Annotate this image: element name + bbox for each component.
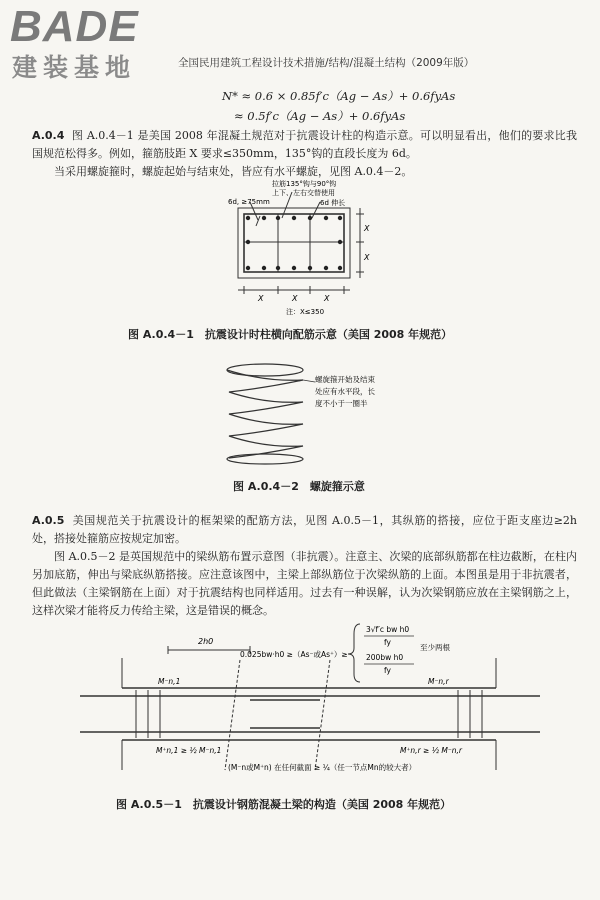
section-number: A.0.4 [32, 129, 65, 142]
section-a05-paragraph-1 [32, 512, 577, 548]
outer-hoop [244, 214, 344, 272]
section-number: A.0.5 [32, 514, 65, 527]
spiral-coil [227, 364, 303, 464]
moment-bottom-left: M⁺n,1 ≥ ½ M⁻n,1 [156, 746, 222, 755]
formula-bottom-denominator: fy [384, 666, 391, 675]
dim-2h0: 2h0 [198, 637, 214, 646]
formula-top-denominator: fy [384, 638, 391, 647]
label-tie-line-2: 上下、左右交替使用 [272, 189, 335, 197]
figure-spiral-hoop [215, 358, 415, 473]
label-tie-line-1: 拉筋135°钩与90°钩 [272, 180, 337, 188]
label-6d-75: 6d, ≥75mm [228, 198, 270, 206]
spiral-note-2: 处应有水平段，长 [315, 387, 375, 396]
figure-beam-detailing [60, 620, 550, 792]
running-head: 全国民用建筑工程设计技术措施/结构/混凝土结构（2009年版） [178, 57, 475, 69]
section-a04-paragraph-1 [32, 127, 577, 163]
equation-line-2: ≈ 0.5f′c（Ag − As）+ 0.6fyAs [234, 109, 406, 123]
label-6d-extension: 6d 伸长 [320, 199, 346, 207]
beam-bottom-note: (M⁻n或M⁺n) 在任何截面 ≥ ¼（任一节点Mn的较大者） [228, 763, 417, 772]
section-text: 美国规范关于抗震设计的框架梁的配筋方法，见图 A.0.5－1，其纵筋的搭接，应位于距支座边≥2h 处，搭接处箍筋应按规定加密。 [32, 514, 577, 545]
formula-bottom: 200bw h0 [366, 653, 404, 662]
section-a04-paragraph-2: 当采用螺旋箍时，螺旋起始与结束处，皆应有水平螺旋，见图 A.0.4－2。 [54, 165, 413, 178]
moment-bottom-right: M⁺n,r ≥ ½ M⁻n,r [400, 746, 463, 755]
section-text: 图 A.0.4－1 是美国 2008 年混凝土规范对于抗震设计柱的构造示意。可以明显看出，他们的要求比我国规范松得多。例如，箍筋肢距 X 要求≤350mm，135°钩的直段长度为 6d。 [32, 129, 577, 160]
figure-column-ties [200, 178, 410, 320]
formula-top: 3√f′c bw h0 [366, 625, 410, 634]
spiral-note-3: 度不小于一圈半 [315, 399, 368, 408]
site-logo [10, 4, 175, 84]
formula-left: 0.025bw·h0 ≥（As⁻或As⁺）≥ [240, 650, 348, 659]
formula-note: 至少两根 [420, 643, 450, 652]
dim-x-right-1: X [364, 224, 370, 233]
moment-top-right: M⁻n,r [428, 677, 449, 686]
section-a05-paragraph-2: 图 A.0.5－2 是英国规范中的梁纵筋布置示意图（非抗震）。注意主、次梁的底部纵筋都在柱边截断，在柱内另加底筋，伸出与梁底纵筋搭接。应注意该图中，主梁上部纵筋位于次梁纵筋的上面。本图虽是用于非抗震者，但此做法（主梁钢筋在上面）对于抗震结构也同样适用。过去有一种误解，认为次梁钢筋应放在主梁钢筋之上，这样次梁才能将反力传给主梁，这是错误的概念。 [32, 550, 577, 617]
logo-wordmark: BADE [10, 2, 139, 51]
moment-top-left: M⁻n,1 [158, 677, 181, 686]
dim-x-bottom-2: X [292, 294, 298, 303]
dim-x-right-2: X [364, 253, 370, 262]
fig1-note: 注：X≤350 [286, 308, 325, 316]
figure-3-caption: 图 A.0.5－1 抗震设计钢筋混凝土梁的构造（美国 2008 年规范） [116, 798, 452, 811]
dim-x-bottom-1: X [258, 294, 264, 303]
figure-2-caption: 图 A.0.4－2 螺旋箍示意 [233, 480, 365, 493]
dim-x-bottom-3: X [324, 294, 330, 303]
logo-subtitle: 建装基地 [12, 53, 137, 82]
equation-line-1: N* ≈ 0.6 × 0.85f′c（Ag − As）+ 0.6fyAs [222, 89, 456, 103]
spiral-note-1: 螺旋箍开始及结束 [315, 375, 375, 384]
rebar-dots [246, 216, 342, 270]
figure-1-caption: 图 A.0.4－1 抗震设计时柱横向配筋示意（美国 2008 年规范） [128, 328, 453, 341]
